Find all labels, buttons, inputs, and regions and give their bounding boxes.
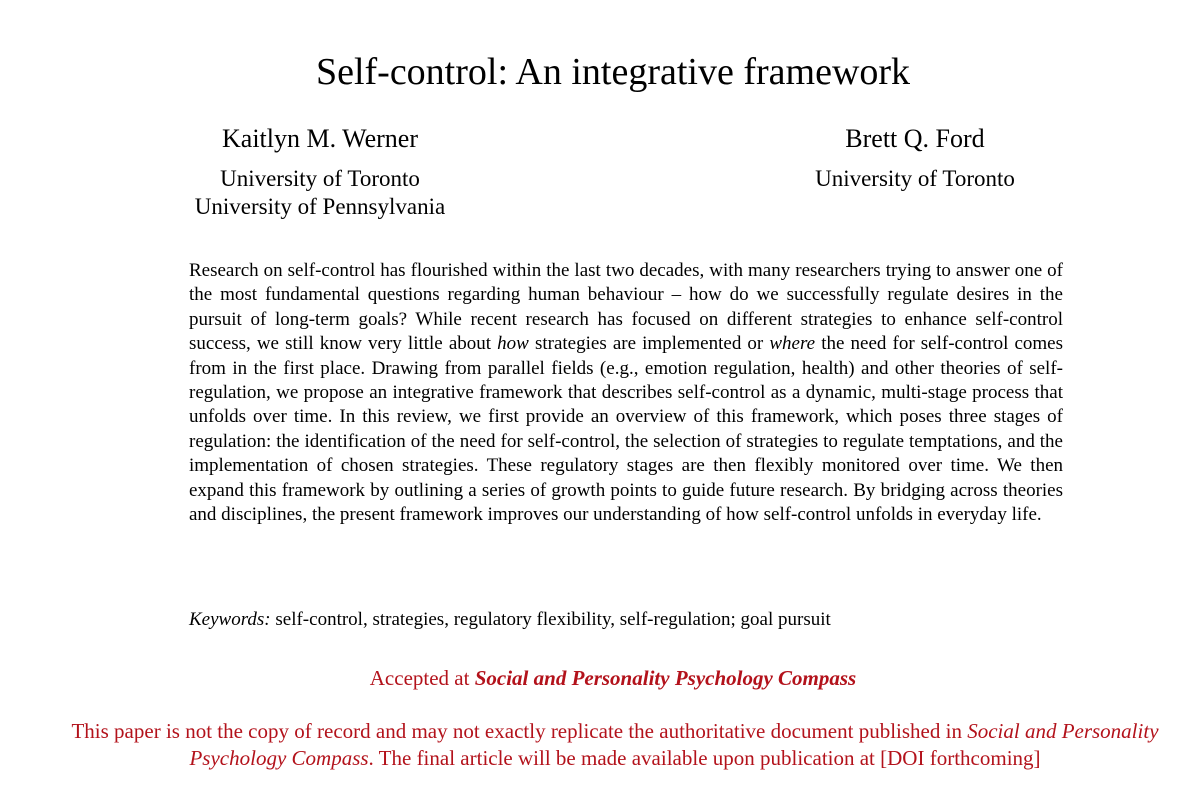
abstract-emphasis: how bbox=[497, 333, 529, 355]
abstract-text: Research on self-control has flourished within the last two decades, with many researchers trying to answer one of the most fundamental questions regarding human behaviour – how do we successfully regulate desires in the pursuit of long-term goals? While recent research has focused on different strategies to enhance self-control success, we still know very little about bbox=[189, 260, 1063, 355]
keywords bbox=[189, 608, 1063, 632]
abstract-text: the need for self-control comes from in the first place. Drawing from parallel fields (e.g., emotion regulation, health) and other theories of self-regulation, we propose an integrative framework that describes self-control as a dynamic, multi-stage process that unfolds over time. In this review, we first provide an overview of this framework, which poses three stages of regulation: the identification of the need for self-control, the selection of strategies to regulate temptations, and the implementation of chosen strategies. These regulatory stages are then flexibly monitored over time. We then expand this framework by outlining a series of growth points to guide future research. By bridging across theories and disciplines, the present framework improves our understanding of how self-control unfolds in everyday life. bbox=[189, 333, 1063, 526]
paper-title: Self-control: An integrative framework bbox=[315, 51, 911, 93]
copy-of-record-disclaimer bbox=[60, 718, 1170, 772]
author-affiliation: University of Pennsylvania bbox=[194, 194, 446, 219]
disclaimer-text: . The final article will be made available upon publication at [DOI forthcoming] bbox=[368, 746, 1041, 770]
disclaimer-text: This paper is not the copy of record and may not exactly replicate the authoritative document published in bbox=[71, 719, 968, 743]
keywords-label: Keywords: bbox=[189, 609, 271, 630]
acceptance-notice bbox=[0, 664, 1200, 692]
journal-name: Social and Personality Psychology Compass bbox=[474, 666, 857, 690]
journal-name: Social and Personality Psychology Compass bbox=[189, 719, 1159, 770]
author-name: Kaitlyn M. Werner bbox=[222, 124, 418, 153]
abstract-emphasis: where bbox=[769, 333, 816, 355]
acceptance-prefix: Accepted at bbox=[369, 666, 475, 690]
author-affiliation: University of Toronto bbox=[815, 166, 1015, 191]
author-affiliation: University of Toronto bbox=[220, 166, 420, 191]
abstract bbox=[189, 259, 1063, 527]
author-ford bbox=[730, 122, 1100, 193]
keywords-list: self-control, strategies, regulatory flexibility, self-regulation; goal pursuit bbox=[270, 609, 831, 630]
author-name: Brett Q. Ford bbox=[845, 124, 985, 153]
author-werner bbox=[150, 122, 490, 221]
abstract-text: strategies are implemented or bbox=[528, 333, 770, 355]
